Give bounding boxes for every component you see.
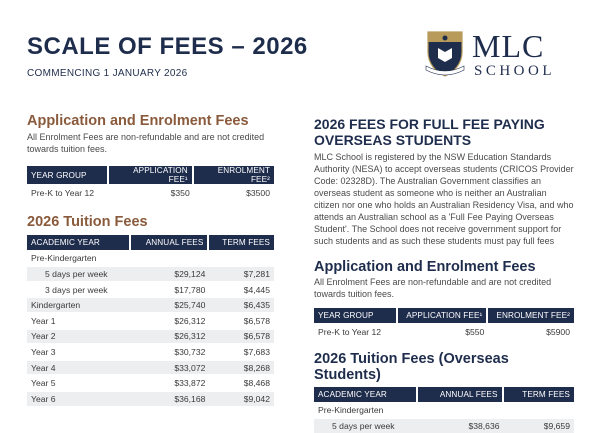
overseas-application-fees-table (314, 308, 574, 339)
cell-term-fee (209, 250, 274, 266)
cell-academic-year: 5 days per week (314, 417, 418, 433)
page-subtitle: COMMENCING 1 JANUARY 2026 (27, 68, 188, 79)
school-logo (424, 26, 574, 82)
cell-term-fee: $9,659 (504, 417, 574, 433)
table-row (27, 328, 274, 344)
cell-academic-year: Year 1 (27, 312, 131, 328)
right-column (314, 116, 574, 433)
cell-term-fee: $4,445 (209, 281, 274, 297)
cell-annual-fee: $26,312 (131, 328, 209, 344)
left-column (27, 113, 274, 406)
cell-term-fee: $7,683 (209, 343, 274, 359)
crest-icon (424, 26, 466, 78)
table-row (27, 343, 274, 359)
cell-academic-year: 5 days per week (27, 265, 131, 281)
cell-term-fee: $6,578 (209, 312, 274, 328)
col-application-fee: APPLICATION FEE¹ (109, 166, 194, 184)
col-annual-fees: ANNUAL FEES (131, 235, 209, 250)
application-fees-table (27, 166, 274, 200)
cell-annual-fee: $38,636 (418, 417, 504, 433)
table-row (314, 402, 574, 418)
cell-annual-fee (418, 402, 504, 418)
cell-annual-fee: $33,072 (131, 359, 209, 375)
cell-academic-year: Year 6 (27, 390, 131, 406)
overseas-application-fees-note: All Enrolment Fees are non-refundable and are not credited towards tuition fees. (314, 277, 552, 299)
cell-term-fee (504, 402, 574, 418)
cell-term-fee: $9,042 (209, 390, 274, 406)
cell-academic-year: Year 2 (27, 328, 131, 344)
col-enrolment-fee: ENROLMENT FEE² (488, 308, 574, 323)
col-academic-year: ACADEMIC YEAR (27, 235, 131, 250)
cell-annual-fee: $33,872 (131, 374, 209, 390)
col-application-fee: APPLICATION FEE¹ (398, 308, 488, 323)
cell-term-fee: $8,268 (209, 359, 274, 375)
table-row (27, 184, 274, 200)
cell-academic-year: Year 5 (27, 374, 131, 390)
cell-term-fee: $6,435 (209, 296, 274, 312)
tuition-fees-table (27, 235, 274, 406)
cell-academic-year: Pre-Kindergarten (314, 402, 418, 418)
overseas-heading: 2026 FEES FOR FULL FEE PAYING OVERSEAS STUDENTS (314, 116, 545, 148)
logo-school-text: SCHOOL (474, 63, 556, 79)
cell-annual-fee: $17,780 (131, 281, 209, 297)
cell-academic-year: Kindergarten (27, 296, 131, 312)
application-fees-note: All Enrolment Fees are non-refundable and are not credited towards tuition fees. (27, 132, 265, 154)
overseas-application-fees-heading: Application and Enrolment Fees (314, 259, 536, 275)
cell-academic-year: Year 4 (27, 359, 131, 375)
cell-term-fee: $7,281 (209, 265, 274, 281)
cell-annual-fee (131, 250, 209, 266)
cell-academic-year: 3 days per week (27, 281, 131, 297)
table-row (27, 359, 274, 375)
col-enrolment-fee: ENROLMENT FEE² (194, 166, 274, 184)
table-row (27, 374, 274, 390)
overseas-tuition-fees-heading: 2026 Tuition Fees (Overseas Students) (314, 350, 509, 383)
table-row (27, 265, 274, 281)
cell-enrolment-fee: $3500 (194, 184, 274, 200)
table-row (27, 312, 274, 328)
col-annual-fees: ANNUAL FEES (418, 387, 504, 402)
cell-academic-year: Pre-Kindergarten (27, 250, 131, 266)
cell-year-group: Pre-K to Year 12 (27, 184, 109, 200)
table-row (27, 296, 274, 312)
cell-enrolment-fee: $5900 (488, 323, 574, 339)
cell-annual-fee: $25,740 (131, 296, 209, 312)
cell-application-fee: $350 (109, 184, 194, 200)
col-year-group: YEAR GROUP (314, 308, 398, 323)
application-fees-heading: Application and Enrolment Fees (27, 113, 249, 129)
tuition-fees-heading: 2026 Tuition Fees (27, 213, 148, 230)
cell-academic-year: Year 3 (27, 343, 131, 359)
cell-term-fee: $6,578 (209, 328, 274, 344)
overseas-tuition-fees-table (314, 387, 574, 433)
logo-mlc-text: MLC (472, 28, 545, 64)
table-row (314, 323, 574, 339)
cell-application-fee: $550 (398, 323, 488, 339)
col-term-fees: TERM FEES (209, 235, 274, 250)
cell-annual-fee: $36,168 (131, 390, 209, 406)
page-title: SCALE OF FEES – 2026 (27, 33, 308, 60)
table-row (27, 390, 274, 406)
col-academic-year: ACADEMIC YEAR (314, 387, 418, 402)
col-year-group: YEAR GROUP (27, 166, 109, 184)
cell-annual-fee: $30,732 (131, 343, 209, 359)
table-row (314, 417, 574, 433)
table-row (27, 250, 274, 266)
cell-term-fee: $8,468 (209, 374, 274, 390)
table-row (27, 281, 274, 297)
col-term-fees: TERM FEES (504, 387, 574, 402)
cell-annual-fee: $29,124 (131, 265, 209, 281)
cell-year-group: Pre-K to Year 12 (314, 323, 398, 339)
cell-annual-fee: $26,312 (131, 312, 209, 328)
overseas-text: MLC School is registered by the NSW Education Standards Authority (NESA) to accept overseas students (CRICOS Provider Code: 02328D). The Australian Government classifies an overseas student as someone who is neither an Australian citizen nor one who holds an Australian Residency Visa, and who attends an Australian school as a 'Full Fee Paying Overseas Student'. The School does not receive government support for such students and as such these students must pay full fees (314, 152, 574, 246)
